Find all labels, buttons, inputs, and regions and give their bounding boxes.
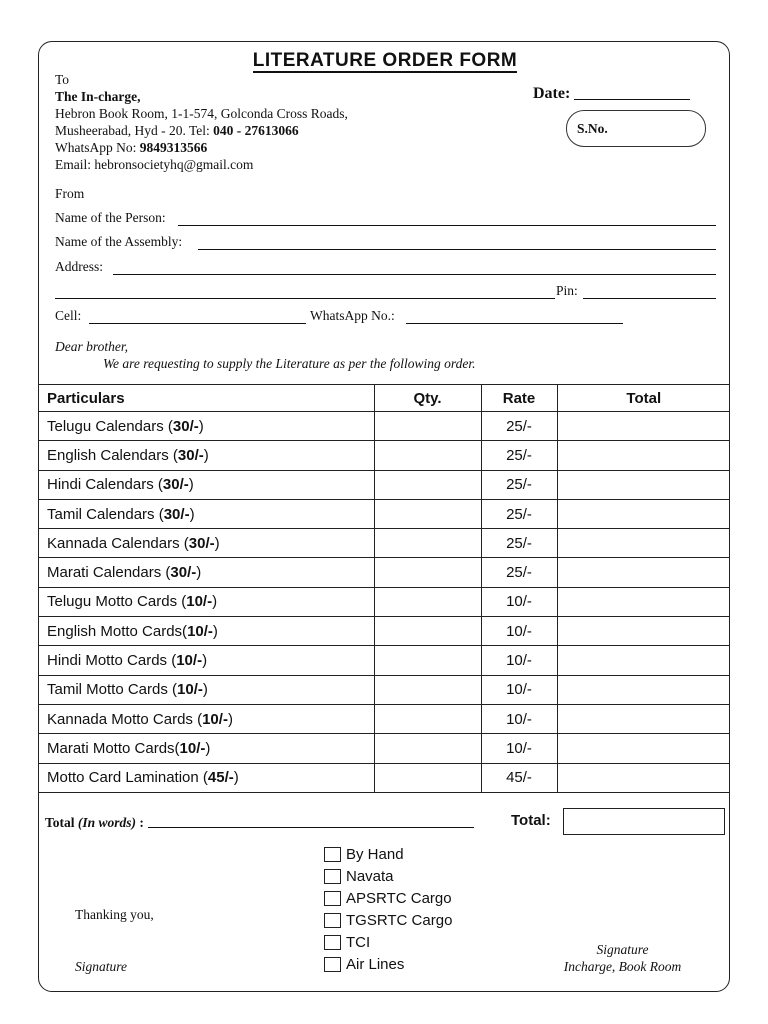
to-label: To — [55, 72, 70, 87]
order-table — [38, 384, 730, 793]
signature-left: Signature — [75, 959, 127, 974]
rate-cell: 10/- — [481, 587, 557, 616]
total-cell[interactable] — [557, 617, 730, 646]
from-label: From — [55, 186, 85, 201]
address-field-line-2[interactable] — [55, 298, 555, 299]
rate-cell: 10/- — [481, 617, 557, 646]
qty-cell[interactable] — [374, 734, 481, 763]
delivery-option-navata[interactable]: Navata — [324, 868, 452, 890]
rate-cell: 25/- — [481, 441, 557, 470]
header-qty: Qty. — [374, 385, 481, 412]
total-cell[interactable] — [557, 587, 730, 616]
thanking-text: Thanking you, — [75, 907, 154, 922]
rate-cell: 45/- — [481, 763, 557, 792]
qty-cell[interactable] — [374, 646, 481, 675]
cell-field[interactable] — [89, 323, 306, 324]
telephone-number: 040 - 27613066 — [213, 123, 299, 138]
address-label: Address: — [55, 259, 103, 274]
header-total: Total — [557, 385, 730, 412]
qty-cell[interactable] — [374, 617, 481, 646]
table-row — [38, 646, 730, 675]
delivery-option-apsrtc[interactable]: APSRTC Cargo — [324, 890, 452, 912]
name-assembly-field[interactable] — [198, 249, 716, 250]
request-text: We are requesting to supply the Literature as per the following order. — [103, 356, 476, 371]
particulars-cell: Hindi Calendars (30/-) — [38, 470, 374, 499]
pin-label: Pin: — [556, 283, 578, 298]
total-amount-box[interactable] — [563, 808, 725, 835]
checkbox[interactable] — [324, 957, 341, 972]
table-row — [38, 675, 730, 704]
total-cell[interactable] — [557, 412, 730, 441]
delivery-option-tgsrtc[interactable]: TGSRTC Cargo — [324, 912, 452, 934]
total-cell[interactable] — [557, 763, 730, 792]
particulars-cell: Kannada Motto Cards (10/-) — [38, 704, 374, 733]
table-row — [38, 441, 730, 470]
total-cell[interactable] — [557, 675, 730, 704]
total-cell[interactable] — [557, 704, 730, 733]
table-row — [38, 470, 730, 499]
table-row — [38, 734, 730, 763]
table-row — [38, 763, 730, 792]
to-address-block — [55, 71, 348, 173]
table-row — [38, 617, 730, 646]
delivery-option-tci[interactable]: TCI — [324, 934, 452, 956]
rate-cell: 25/- — [481, 412, 557, 441]
total-cell[interactable] — [557, 734, 730, 763]
cell-label: Cell: — [55, 308, 82, 323]
particulars-cell: Marati Calendars (30/-) — [38, 558, 374, 587]
qty-cell[interactable] — [374, 470, 481, 499]
checkbox[interactable] — [324, 847, 341, 862]
date-field[interactable]: Date: — [533, 85, 690, 103]
total-label: Total: — [511, 812, 551, 829]
qty-cell[interactable] — [374, 704, 481, 733]
qty-cell[interactable] — [374, 529, 481, 558]
rate-cell: 25/- — [481, 558, 557, 587]
checkbox[interactable] — [324, 891, 341, 906]
table-header-row — [38, 385, 730, 412]
form-title: LITERATURE ORDER FORM — [252, 50, 518, 71]
delivery-option-air-lines[interactable]: Air Lines — [324, 956, 452, 978]
checkbox[interactable] — [324, 935, 341, 950]
checkbox[interactable] — [324, 869, 341, 884]
header-particulars: Particulars — [38, 385, 374, 412]
particulars-cell: English Calendars (30/-) — [38, 441, 374, 470]
address-field[interactable] — [113, 274, 716, 275]
rate-cell: 25/- — [481, 499, 557, 528]
table-row — [38, 587, 730, 616]
table-row — [38, 529, 730, 558]
particulars-cell: Tamil Motto Cards (10/-) — [38, 675, 374, 704]
rate-cell: 10/- — [481, 675, 557, 704]
rate-cell: 10/- — [481, 704, 557, 733]
signature-right: Signature Incharge, Book Room — [563, 942, 682, 974]
checkbox[interactable] — [324, 913, 341, 928]
whatsapp-number: 9849313566 — [139, 140, 208, 155]
salutation: Dear brother, — [55, 339, 128, 354]
total-cell[interactable] — [557, 558, 730, 587]
whatsapp-line: WhatsApp No: 9849313566 — [55, 140, 208, 155]
particulars-cell: Motto Card Lamination (45/-) — [38, 763, 374, 792]
name-person-label: Name of the Person: — [55, 210, 166, 225]
qty-cell[interactable] — [374, 587, 481, 616]
qty-cell[interactable] — [374, 412, 481, 441]
rate-cell: 25/- — [481, 529, 557, 558]
qty-cell[interactable] — [374, 499, 481, 528]
total-cell[interactable] — [557, 499, 730, 528]
total-cell[interactable] — [557, 529, 730, 558]
total-cell[interactable] — [557, 441, 730, 470]
particulars-cell: English Motto Cards(10/-) — [38, 617, 374, 646]
delivery-options — [324, 846, 452, 978]
particulars-cell: Telugu Calendars (30/-) — [38, 412, 374, 441]
address-line-1: Hebron Book Room, 1-1-574, Golconda Cross Roads, — [55, 106, 348, 121]
particulars-cell: Hindi Motto Cards (10/-) — [38, 646, 374, 675]
qty-cell[interactable] — [374, 763, 481, 792]
name-assembly-label: Name of the Assembly: — [55, 234, 183, 249]
table-row — [38, 704, 730, 733]
email-line: Email: hebronsocietyhq@gmail.com — [55, 157, 254, 172]
delivery-option-by-hand[interactable]: By Hand — [324, 846, 452, 868]
rate-cell: 25/- — [481, 470, 557, 499]
whatsapp-label: WhatsApp No.: — [310, 308, 395, 323]
total-in-words[interactable]: Total (In words) : — [45, 815, 474, 831]
header-rate: Rate — [481, 385, 557, 412]
table-row — [38, 412, 730, 441]
particulars-cell: Tamil Calendars (30/-) — [38, 499, 374, 528]
table-row — [38, 499, 730, 528]
qty-cell[interactable] — [374, 675, 481, 704]
table-row — [38, 558, 730, 587]
rate-cell: 10/- — [481, 646, 557, 675]
rate-cell: 10/- — [481, 734, 557, 763]
pin-field[interactable] — [583, 298, 716, 299]
name-person-field[interactable] — [178, 225, 716, 226]
serial-number-box[interactable]: S.No. — [566, 110, 706, 147]
whatsapp-field[interactable] — [406, 323, 623, 324]
incharge-line: The In-charge, — [55, 89, 141, 104]
total-cell[interactable] — [557, 646, 730, 675]
particulars-cell: Telugu Motto Cards (10/-) — [38, 587, 374, 616]
total-cell[interactable] — [557, 470, 730, 499]
particulars-cell: Kannada Calendars (30/-) — [38, 529, 374, 558]
address-line-2: Musheerabad, Hyd - 20. Tel: 040 - 27613066 — [55, 123, 299, 138]
qty-cell[interactable] — [374, 558, 481, 587]
qty-cell[interactable] — [374, 441, 481, 470]
particulars-cell: Marati Motto Cards(10/-) — [38, 734, 374, 763]
